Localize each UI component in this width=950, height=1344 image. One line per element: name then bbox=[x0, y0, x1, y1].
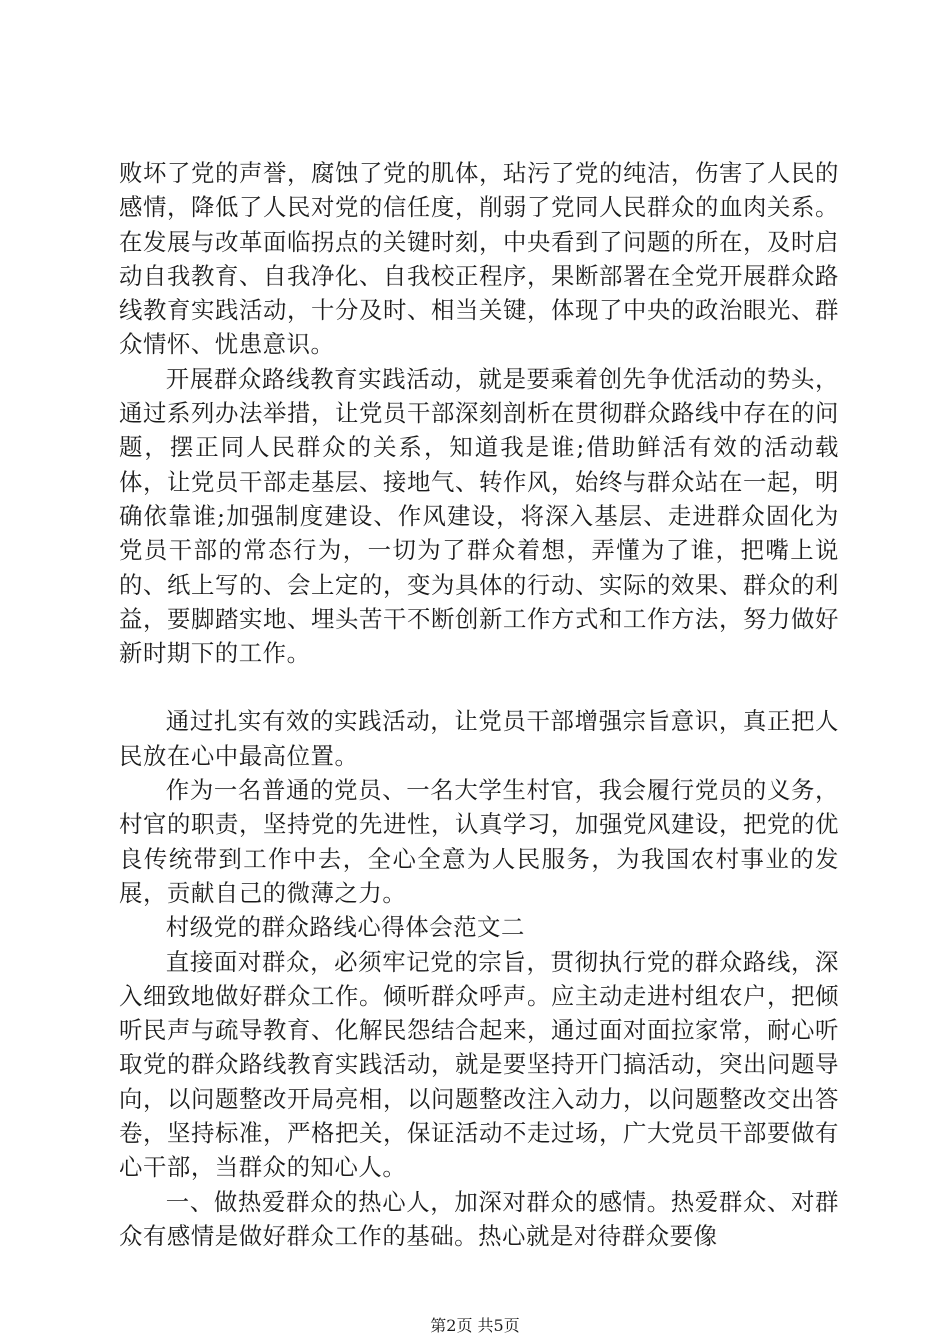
paragraph-1: 败坏了党的声誉，腐蚀了党的肌体，玷污了党的纯洁，伤害了人民的感情，降低了人民对党的信任度，削弱了党同人民群众的血肉关系。在发展与改革面临拐点的关键时刻，中央看到了问题的所在，及时启动自我教育、自我净化、自我校正程序，果断部署在全党开展群众路线教育实践活动，十分及时、相当关键，体现了中央的政治眼光、群众情怀、忧患意识。 bbox=[119, 159, 839, 359]
paragraph-3: 通过扎实有效的实践活动，让党员干部增强宗旨意识，真正把人民放在心中最高位置。 bbox=[119, 707, 839, 770]
paragraph-gap bbox=[119, 670, 839, 704]
paragraph-4: 作为一名普通的党员、一名大学生村官，我会履行党员的义务，村官的职责，坚持党的先进性，认真学习，加强党风建设，把党的优良传统带到工作中去，全心全意为人民服务，为我国农村事业的发展，贡献自己的微薄之力。 bbox=[119, 776, 839, 907]
paragraph-5: 直接面对群众，必须牢记党的宗旨，贯彻执行党的群众路线，深入细致地做好群众工作。倾听群众呼声。应主动走进村组农户，把倾听民声与疏导教育、化解民怨结合起来，通过面对面拉家常，耐心听取党的群众路线教育实践活动，就是要坚持开门搞活动，突出问题导向，以问题整改开局亮相，以问题整改注入动力，以问题整改交出答卷，坚持标准，严格把关，保证活动不走过场，广大党员干部要做有心干部，当群众的知心人。 bbox=[119, 947, 839, 1182]
document-body bbox=[119, 156, 839, 1253]
section-heading: 村级党的群众路线心得体会范文二 bbox=[165, 913, 525, 942]
page-number-footer: 第2页 共5页 bbox=[430, 1316, 520, 1335]
paragraph-2: 开展群众路线教育实践活动，就是要乘着创先争优活动的势头，通过系列办法举措，让党员干部深刻剖析在贯彻群众路线中存在的问题，摆正同人民群众的关系，知道我是谁;借助鲜活有效的活动载体，让党员干部走基层、接地气、转作风，始终与群众站在一起，明确依靠谁;加强制度建设、作风建设，将深入基层、走进群众固化为党员干部的常态行为，一切为了群众着想，弄懂为了谁，把嘴上说的、纸上写的、会上定的，变为具体的行动、实际的效果、群众的利益，要脚踏实地、埋头苦干不断创新工作方式和工作方法，努力做好新时期下的工作。 bbox=[119, 364, 839, 668]
paragraph-6: 一、做热爱群众的热心人，加深对群众的感情。热爱群众、对群众有感情是做好群众工作的基础。热心就是对待群众要像 bbox=[119, 1187, 839, 1250]
